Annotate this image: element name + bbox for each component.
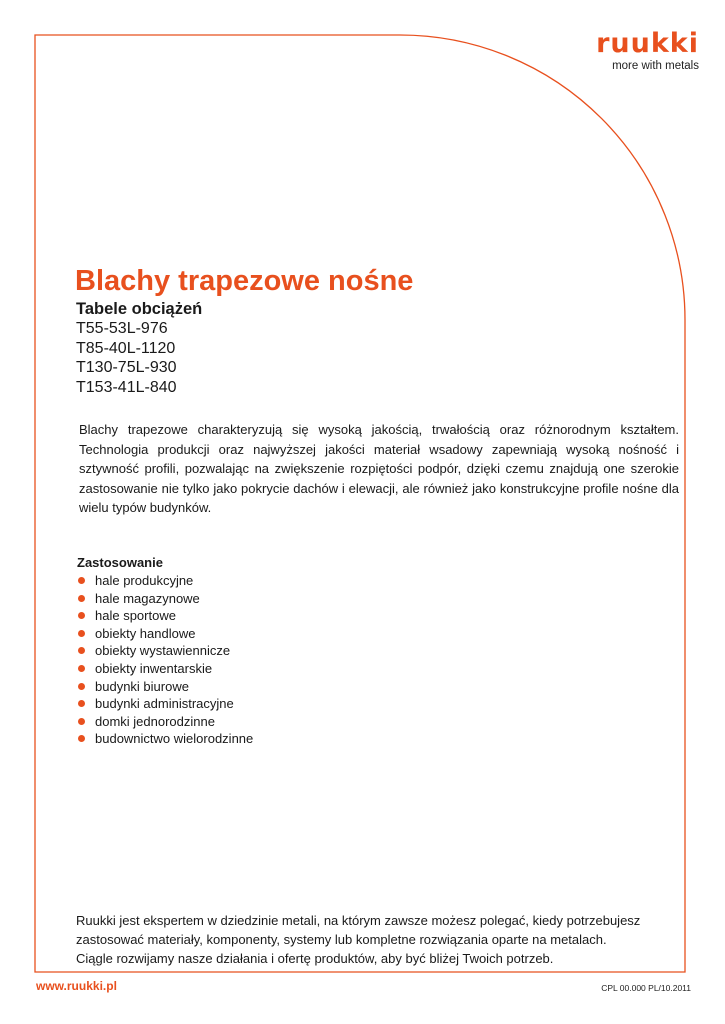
page-title: Blachy trapezowe nośne: [75, 265, 414, 297]
list-item-label: obiekty inwentarskie: [95, 660, 213, 676]
bullet-icon: [78, 612, 85, 619]
model-item: T55-53L-976: [76, 320, 168, 337]
intro-paragraph: Blachy trapezowe charakteryzują się wysoką jakością, trwałością oraz różnorodnym kształtem. Technologia produkcji oraz najwyższej jakości materiał wsadowy zapewniają wysoką nośność i sztywność profili, pozwalając na zwiększenie rozpiętości podpór, dzięki czemu znajdują one szerokie zastosowanie nie tylko jako pokrycie dachów i elewacji, ale również jako konstrukcyjne profile nośne dla wielu typów budynków.: [79, 422, 679, 516]
list-item: [77, 642, 253, 660]
bullet-icon: [78, 718, 85, 725]
list-item: [77, 607, 253, 625]
brand-tagline: more with metals: [612, 60, 699, 72]
list-item-label: budynki biurowe: [95, 678, 189, 694]
bullet-icon: [78, 595, 85, 602]
list-item: [77, 713, 253, 731]
bullet-icon: [78, 735, 85, 742]
list-item: [77, 590, 253, 608]
closing-line: zastosować materiały, komponenty, systemy lub kompletne rozwiązania oparte na metalach.: [76, 932, 607, 947]
page-subtitle: Tabele obciążeń: [76, 300, 203, 318]
list-item-label: obiekty wystawiennicze: [95, 643, 231, 659]
list-item: [77, 730, 253, 748]
list-item-label: domki jednorodzinne: [95, 713, 215, 729]
closing-line: Ruukki jest ekspertem w dziedzinie metali, na którym zawsze możesz polegać, kiedy potrzebujesz: [76, 913, 641, 928]
document-code: CPL 00.000 PL/10.2011: [601, 983, 691, 993]
uses-list: [77, 572, 253, 748]
list-item: [77, 660, 253, 678]
list-item-label: budownictwo wielorodzinne: [95, 731, 254, 747]
model-list: [76, 319, 177, 397]
bullet-icon: [78, 630, 85, 637]
bullet-icon: [78, 647, 85, 654]
bullet-icon: [78, 683, 85, 690]
list-item-label: hale magazynowe: [95, 590, 200, 606]
list-item-label: budynki administracyjne: [95, 696, 234, 712]
model-item: T130-75L-930: [76, 359, 177, 377]
closing-paragraph: [76, 911, 666, 968]
list-item: [77, 695, 253, 713]
bullet-icon: [78, 700, 85, 707]
list-item-label: obiekty handlowe: [95, 625, 196, 641]
list-item-label: hale produkcyjne: [95, 573, 194, 588]
brand-logo: [596, 30, 699, 72]
list-item: [77, 678, 253, 696]
list-item: [77, 625, 253, 643]
brand-wordmark: ruukki: [596, 28, 699, 59]
model-item: T153-41L-840: [76, 378, 177, 396]
model-item: T85-40L-1120: [76, 339, 176, 357]
bullet-icon: [78, 665, 85, 672]
bullet-icon: [78, 577, 85, 584]
list-item-label: hale sportowe: [95, 608, 176, 624]
uses-heading: Zastosowanie: [77, 555, 163, 570]
closing-line: Ciągle rozwijamy nasze działania i ofertę produktów, aby być bliżej Twoich potrzeb.: [76, 951, 554, 966]
website-link[interactable]: www.ruukki.pl: [36, 979, 117, 993]
list-item: [77, 572, 253, 590]
